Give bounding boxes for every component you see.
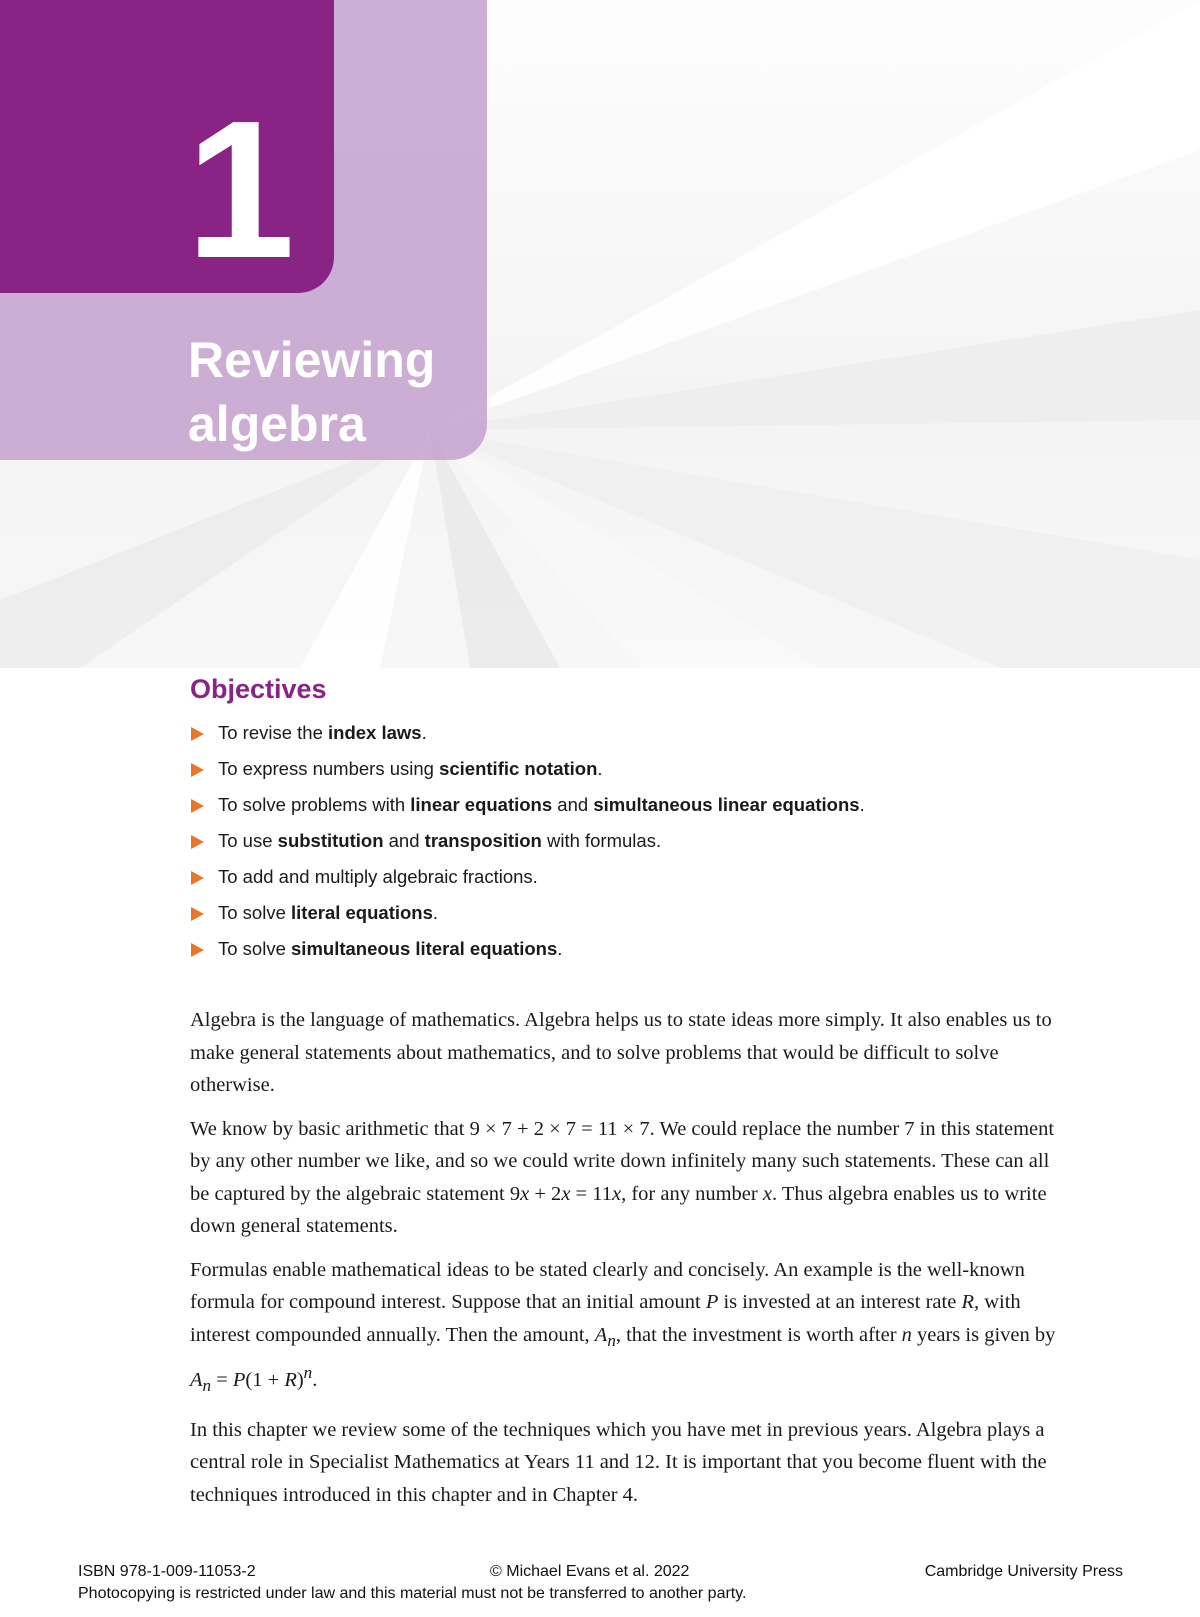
objective-text: To revise the [218, 722, 329, 743]
objective-text: To add and multiply algebraic fractions. [218, 866, 538, 887]
footer-publisher: Cambridge University Press [924, 1563, 1123, 1580]
intro-paragraph-3 [190, 1254, 1070, 1403]
bullet-arrow-icon [191, 727, 204, 741]
objective-text: . [421, 722, 427, 743]
math-variable: A [594, 1323, 608, 1346]
paragraph-text: (1 + [245, 1368, 285, 1391]
objective-key-term: simultaneous linear equations [593, 794, 860, 815]
objective-item [190, 715, 1090, 751]
math-variable: n [901, 1323, 912, 1346]
bullet-arrow-icon [191, 835, 204, 849]
paragraph-text: . Thus algebra enables us to write down general statements. [190, 1182, 1047, 1237]
paragraph-text: We know by basic arithmetic that 9 × 7 + 2 × 7 = 11 × 7. We could replace the number 7 in this statement by any other number we like, and so we could write down infinitely many such statements. These can all be captured by the algebraic statement 9 [190, 1117, 1055, 1205]
chapter-number: 1 [186, 80, 296, 299]
objective-text: To solve [218, 902, 292, 923]
bullet-arrow-icon [191, 907, 204, 921]
objective-text: . [557, 938, 563, 959]
page-footer [78, 1563, 1123, 1602]
chapter-title-line-1: Reviewing [188, 332, 436, 388]
math-subscript: n [607, 1330, 616, 1350]
math-variable: A [190, 1368, 203, 1391]
objective-text: To use [218, 830, 278, 851]
paragraph-text: is invested at an interest rate [718, 1291, 962, 1313]
objective-text: and [552, 794, 594, 815]
objective-item [190, 787, 1090, 823]
objective-item [190, 751, 1090, 787]
bullet-arrow-icon [191, 943, 204, 957]
chapter-introduction [190, 1004, 1070, 1522]
math-variable: P [232, 1368, 246, 1391]
math-variable: x [520, 1182, 530, 1205]
intro-paragraph-4: In this chapter we review some of the techniques which you have met in previous years. Algebra plays a central role in Specialist Mathematics at Years 11 and 12. It is important that you become fluent with the techniques introduced in this chapter and in Chapter 4. [190, 1418, 1047, 1506]
math-variable: R [284, 1368, 297, 1391]
math-variable: R [961, 1291, 974, 1313]
objective-text: To express numbers using [218, 758, 440, 779]
objectives-list [190, 715, 1090, 967]
math-variable: x [611, 1182, 622, 1205]
paragraph-text: , for any number [621, 1182, 763, 1205]
objective-item [190, 823, 1090, 859]
objective-key-term: index laws [328, 722, 422, 743]
math-subscript: n [202, 1376, 212, 1396]
objective-text: and [383, 830, 425, 851]
paragraph-text: years is given by [911, 1323, 1056, 1346]
objective-item [190, 931, 1090, 967]
paragraph-text: . [312, 1368, 318, 1391]
paragraph-text: + 2 [529, 1182, 562, 1205]
paragraph-text: = [211, 1368, 233, 1391]
math-variable: x [561, 1182, 571, 1205]
chapter-title [188, 328, 435, 456]
objective-key-term: literal equations [291, 902, 433, 923]
objective-text: To solve problems with [218, 794, 411, 815]
objective-item [190, 895, 1090, 931]
paragraph-text: , that the investment is worth after [615, 1323, 902, 1346]
bullet-arrow-icon [191, 799, 204, 813]
math-variable: x [762, 1182, 772, 1205]
objective-text: . [432, 902, 439, 923]
intro-paragraph-2 [190, 1113, 1070, 1243]
math-variable: P [705, 1291, 719, 1313]
objective-text: . [597, 758, 603, 779]
chapter-hero-banner [0, 0, 1200, 668]
bullet-arrow-icon [191, 763, 204, 777]
objective-key-term: substitution [277, 830, 384, 851]
objective-key-term: linear equations [410, 794, 553, 815]
intro-paragraph-1: Algebra is the language of mathematics. Algebra helps us to state ideas more simply. It also enables us to make general statements about mathematics, and to solve problems that would be difficult to solve otherwise. [190, 1009, 1052, 1096]
objective-key-term: scientific notation [439, 758, 598, 779]
objectives-section [190, 674, 1090, 967]
objective-text: . [859, 794, 865, 815]
math-superscript: n [303, 1363, 313, 1383]
paragraph-text: Formulas enable mathematical ideas to be stated clearly and concisely. An example is the well-known formula for compound interest. Suppose that an initial amount [190, 1258, 1025, 1313]
objective-text: with formulas. [541, 830, 662, 851]
paragraph-text: , with interest compounded annually. Then the amount, [190, 1291, 1021, 1346]
objective-text: To solve [218, 938, 292, 959]
objectives-heading: Objectives [190, 674, 327, 704]
paragraph-text: ) [296, 1368, 304, 1391]
objective-item [190, 859, 1090, 895]
paragraph-text: = 11 [570, 1182, 612, 1205]
footer-copyright: © Michael Evans et al. 2022 [490, 1563, 690, 1580]
footer-notice: Photocopying is restricted under law and this material must not be transferred to another party. [78, 1585, 747, 1602]
footer-isbn: ISBN 978-1-009-11053-2 [78, 1563, 256, 1580]
objective-key-term: simultaneous literal equations [291, 938, 558, 959]
objective-key-term: transposition [424, 830, 542, 851]
chapter-title-line-2: algebra [188, 396, 366, 452]
bullet-arrow-icon [191, 871, 204, 885]
